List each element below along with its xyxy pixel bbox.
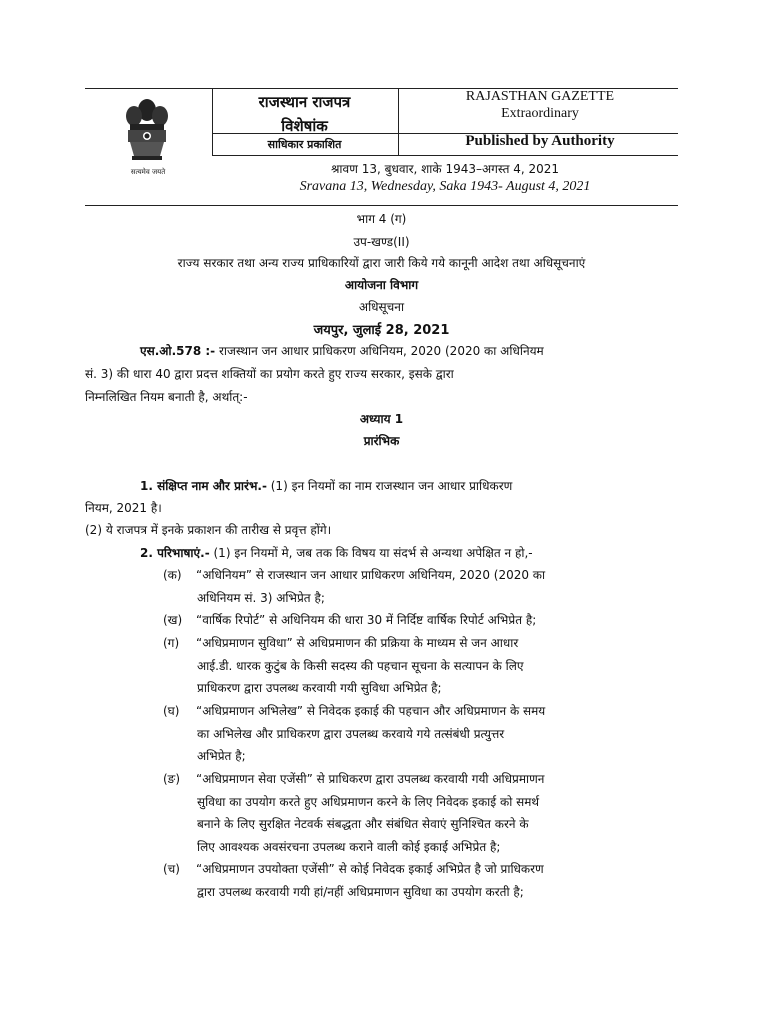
definition-line: सुविधा का उपयोग करते हुए अधिप्रमाणन करने के लिए निवेदक इकाई को समर्थ — [197, 795, 540, 809]
department-heading: आयोजना विभाग — [344, 278, 419, 292]
header-center-divider — [398, 88, 399, 155]
rule2-heading: 2. परिभाषाएं.- — [140, 546, 210, 560]
chapter-number: अध्याय 1 — [359, 412, 404, 426]
english-published-by-authority: Published by Authority — [465, 133, 615, 149]
definition-line: का अभिलेख और प्राधिकरण द्वारा उपलब्ध करवाये गये तत्संबंधी प्रत्युत्तर — [197, 727, 505, 741]
rule1-heading: 1. संक्षिप्त नाम और प्रारंभ.- — [140, 479, 267, 493]
rule1-line2: नियम, 2021 है। — [85, 501, 162, 515]
section-description: राज्य सरकार तथा अन्य राज्य प्राधिकारियों द्वारा जारी किये गये कानूनी आदेश तथा अधिसूचनाएं — [177, 256, 586, 270]
definition-key: (च) — [163, 862, 180, 876]
definition-line: अधिनियम सं. 3) अभिप्रेत है; — [197, 591, 325, 605]
definition-line: आई.डी. धारक कुटुंब के किसी सदस्य की पहचान सूचना के सत्यापन के लिए — [197, 659, 524, 673]
definition-item — [163, 700, 678, 723]
definition-item — [163, 858, 678, 881]
hindi-gazette-title — [212, 90, 397, 138]
rule1-text1: (1) इन नियमों का नाम राजस्थान जन आधार प्राधिकरण — [266, 479, 513, 493]
rule1-line3: (2) ये राजपत्र में इनके प्रकाशन की तारीख से प्रवृत्त होंगे। — [85, 523, 332, 537]
english-gazette-title — [420, 88, 660, 122]
definition-key: (क) — [163, 568, 182, 582]
definition-key: (ङ) — [163, 772, 181, 786]
definition-line: “अधिप्रमाणन सुविधा” से अधिप्रमाणन की प्रक्रिया के माध्यम से जन आधार — [196, 636, 519, 650]
definition-item — [163, 609, 678, 632]
chapter-title: प्रारंभिक — [363, 434, 400, 448]
rule2-intro-text: (1) इन नियमों मे, जब तक कि विषय या संदर्भ से अन्यथा अपेक्षित न हो,- — [209, 546, 533, 560]
definition-item — [163, 768, 678, 791]
preamble-line3: निम्नलिखित नियम बनाती है, अर्थात्:- — [85, 390, 248, 404]
part-heading: भाग 4 (ग) — [356, 212, 407, 226]
definition-line: “वार्षिक रिपोर्ट” से अधिनियम की धारा 30 में निर्दिष्ट वार्षिक रिपोर्ट अभिप्रेत है; — [196, 613, 537, 627]
definition-key: (ग) — [163, 636, 180, 650]
rule1-line1 — [140, 475, 678, 498]
so-number: एस.ओ.578 :- — [140, 344, 216, 358]
header-bottom-rule — [85, 205, 678, 206]
subpart-heading: उप-खण्ड(II) — [353, 235, 410, 249]
definition-item — [163, 632, 678, 655]
english-title-line2: Extraordinary — [501, 106, 579, 121]
definition-line: “अधिप्रमाणन उपयोक्ता एजेंसी” से कोई निवेदक इकाई अभिप्रेत है जो प्राधिकरण — [196, 862, 544, 876]
preamble-text1: राजस्थान जन आधार प्राधिकरण अधिनियम, 2020 (2020 का अधिनियम — [215, 344, 544, 358]
definition-line: “अधिप्रमाणन सेवा एजेंसी” से प्राधिकरण द्वारा उपलब्ध करवायी गयी अधिप्रमाणन — [196, 772, 545, 786]
definition-key: (घ) — [163, 704, 180, 718]
definition-line: अभिप्रेत है; — [197, 749, 246, 763]
definition-item — [163, 564, 678, 587]
definition-key: (ख) — [163, 613, 183, 627]
header-lower-rule — [212, 155, 678, 156]
rule2-intro — [140, 542, 678, 565]
notification-heading: अधिसूचना — [358, 300, 405, 314]
definition-line: “अधिनियम” से राजस्थान जन आधार प्राधिकरण अधिनियम, 2020 (2020 का — [196, 568, 546, 582]
place-date: जयपुर, जुलाई 28, 2021 — [313, 323, 450, 338]
hindi-title-line2: विशेषांक — [281, 117, 328, 135]
definition-line: “अधिप्रमाणन अभिलेख” से निवेदक इकाई की पहचान और अधिप्रमाणन के समय — [196, 704, 546, 718]
definition-line: लिए आवश्यक अवसंरचना उपलब्ध कराने वाली कोई इकाई अभिप्रेत है; — [197, 840, 501, 854]
definition-line: प्राधिकरण द्वारा उपलब्ध करवायी गयी सुविधा अभिप्रेत है; — [197, 681, 442, 695]
preamble-line2: सं. 3) की धारा 40 द्वारा प्रदत्त शक्तियों का प्रयोग करते हुए राज्य सरकार, इसके द्वारा — [85, 367, 454, 381]
state-emblem-icon — [118, 96, 176, 176]
english-title-line1: RAJASTHAN GAZETTE — [465, 89, 615, 104]
hindi-title-line1: राजस्थान राजपत्र — [258, 93, 351, 111]
definition-line: बनाने के लिए सुरक्षित नेटवर्क संबद्धता और संबंधित सेवाएं सुनिश्चित करने के — [197, 817, 529, 831]
hindi-published-by-authority: साधिकार प्रकाशित — [267, 138, 342, 151]
date-hindi: श्रावण 13, बुधवार, शाके 1943–अगस्त 4, 2021 — [330, 162, 560, 176]
definition-line: द्वारा उपलब्ध करवायी गयी हां/नहीं अधिप्रमाणन सुविधा का उपयोग करती है; — [197, 885, 524, 899]
preamble-line1 — [140, 340, 678, 363]
emblem-motto: सत्यमेव जयते — [130, 168, 166, 176]
date-english: Sravana 13, Wednesday, Saka 1943- August 4, 2021 — [299, 179, 591, 194]
